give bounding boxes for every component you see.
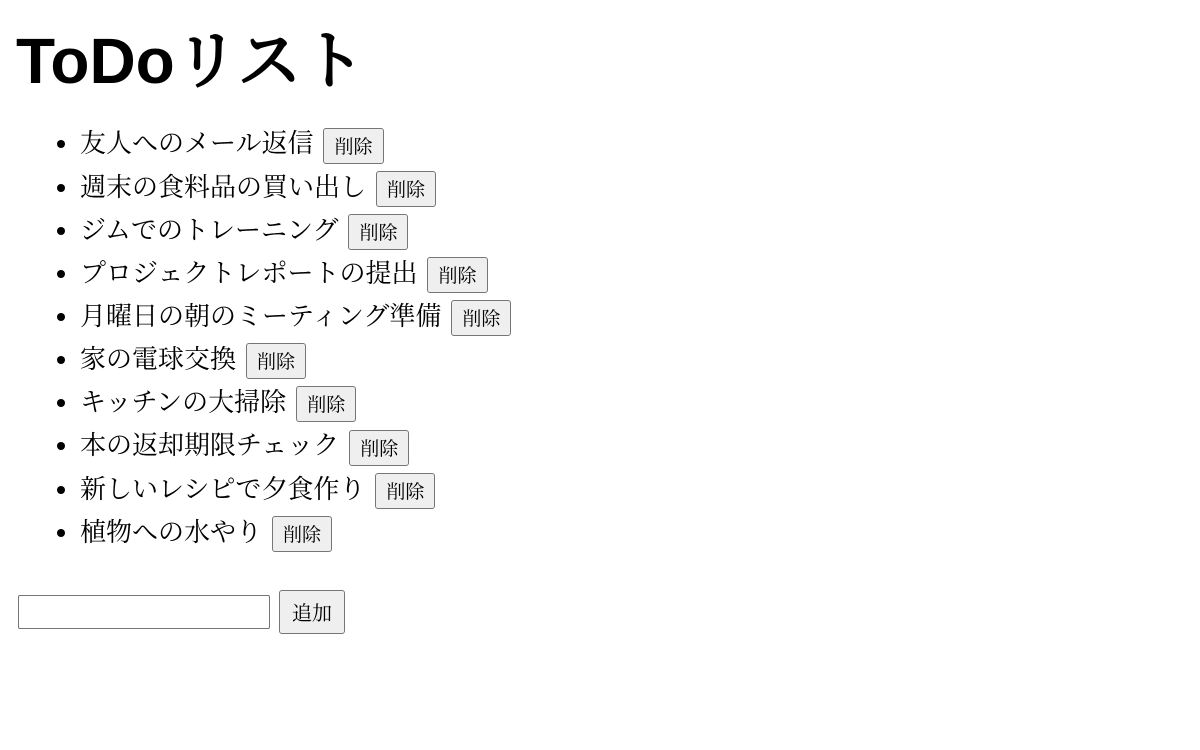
task-label: キッチンの大掃除 — [80, 387, 287, 418]
list-item — [80, 295, 1192, 338]
delete-button[interactable]: 削除 — [323, 128, 383, 164]
task-label: 新しいレシピで夕食作り — [80, 473, 366, 504]
add-task-button[interactable]: 追加 — [279, 590, 345, 634]
list-item — [80, 424, 1192, 467]
list-item — [80, 381, 1192, 424]
task-label: プロジェクトレポートの提出 — [80, 257, 418, 288]
list-item — [80, 252, 1192, 295]
list-item — [80, 468, 1192, 511]
page-title: ToDoリスト — [16, 25, 366, 97]
task-label: 週末の食料品の買い出し — [80, 171, 367, 202]
delete-button[interactable]: 削除 — [348, 214, 408, 250]
task-label: 本の返却期限チェック — [80, 430, 340, 461]
add-task-form — [18, 590, 1192, 634]
task-label: ジムでのトレーニング — [80, 214, 339, 245]
delete-button[interactable]: 削除 — [451, 300, 511, 336]
task-label: 植物への水やり — [80, 516, 263, 547]
task-label: 家の電球交換 — [80, 344, 237, 375]
list-item — [80, 122, 1192, 165]
list-item — [80, 338, 1192, 381]
new-task-input[interactable] — [18, 595, 270, 629]
delete-button[interactable]: 削除 — [296, 386, 356, 422]
list-item — [80, 511, 1192, 554]
task-label: 月曜日の朝のミーティング準備 — [80, 301, 442, 332]
delete-button[interactable]: 削除 — [349, 430, 409, 466]
task-label: 友人へのメール返信 — [80, 128, 314, 159]
delete-button[interactable]: 削除 — [375, 473, 435, 509]
delete-button[interactable]: 削除 — [427, 257, 487, 293]
delete-button[interactable]: 削除 — [376, 171, 436, 207]
delete-button[interactable]: 削除 — [246, 343, 306, 379]
todo-list — [8, 122, 1192, 554]
delete-button[interactable]: 削除 — [272, 516, 332, 552]
list-item — [80, 209, 1192, 252]
list-item — [80, 166, 1192, 209]
